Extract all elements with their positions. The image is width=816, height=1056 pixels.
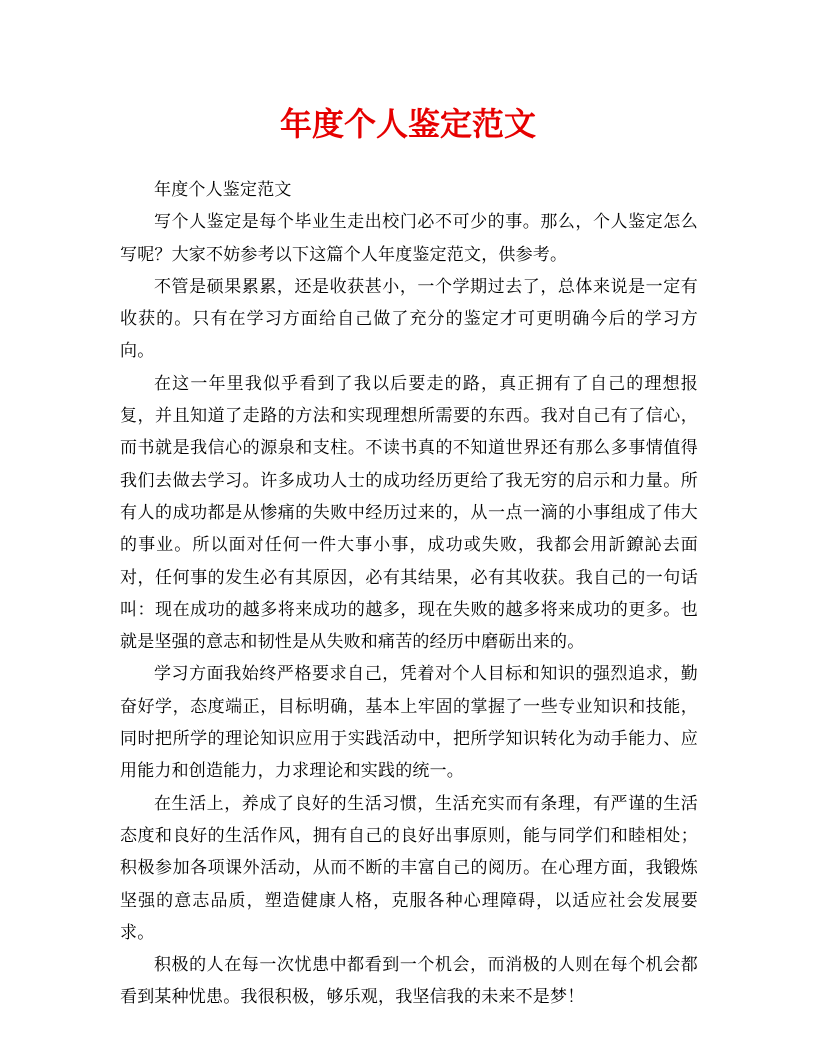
body-paragraph: 学习方面我始终严格要求自己，凭着对个人目标和知识的强烈追求，勤奋好学，态度端正，目标明确，基本上牢固的掌握了一些专业知识和技能，同时把所学的理论知识应用于实践活动中，把所学知识转化为动手能力、应用能力和创造能力，力求理论和实践的统一。 <box>120 664 698 782</box>
document-body <box>120 174 698 1014</box>
body-paragraph: 在这一年里我似乎看到了我以后要走的路，真正拥有了自己的理想报复，并且知道了走路的方法和实现理想所需要的东西。我对自己有了信心，而书就是我信心的源泉和支柱。不读书真的不知道世界还有那么多事情值得我们去做去学习。许多成功人士的成功经历更给了我无穷的启示和力量。所有人的成功都是从惨痛的失败中经历过来的，从一点一滴的小事组成了伟大的事业。所以面对任何一件大事小事，成功或失败，我都会用訢鐐訫去面对，任何事的发生必有其原因，必有其结果，必有其收获。我自己的一句话叫：现在成功的越多将来成功的越多，现在失败的越多将来成功的更多。也就是坚强的意志和韧性是从失败和痛苦的经历中磨砺出来的。 <box>120 373 698 653</box>
body-paragraph: 不管是硕果累累，还是收获甚小，一个学期过去了，总体来说是一定有收获的。只有在学习方面给自己做了充分的鉴定才可更明确今后的学习方向。 <box>120 276 698 362</box>
document-title: 年度个人鉴定范文 <box>279 105 536 143</box>
body-paragraph: 积极的人在每一次忧患中都看到一个机会，而消极的人则在每个机会都看到某种忧患。我很积极，够乐观，我坚信我的未来不是梦！ <box>120 955 698 1008</box>
body-paragraph: 写个人鉴定是每个毕业生走出校门必不可少的事。那么，个人鉴定怎么写呢？大家不妨参考以下这篇个人年度鉴定范文，供参考。 <box>120 212 698 265</box>
body-paragraph: 在生活上，养成了良好的生活习惯，生活充实而有条理，有严谨的生活态度和良好的生活作风，拥有自己的良好出事原则，能与同学们和睦相处；积极参加各项课外活动，从而不断的丰富自己的阅历。在心理方面，我锻炼坚强的意志品质，塑造健康人格，克服各种心理障碍，以适应社会发展要求。 <box>120 793 698 943</box>
body-paragraph: 年度个人鉴定范文 <box>154 180 292 200</box>
